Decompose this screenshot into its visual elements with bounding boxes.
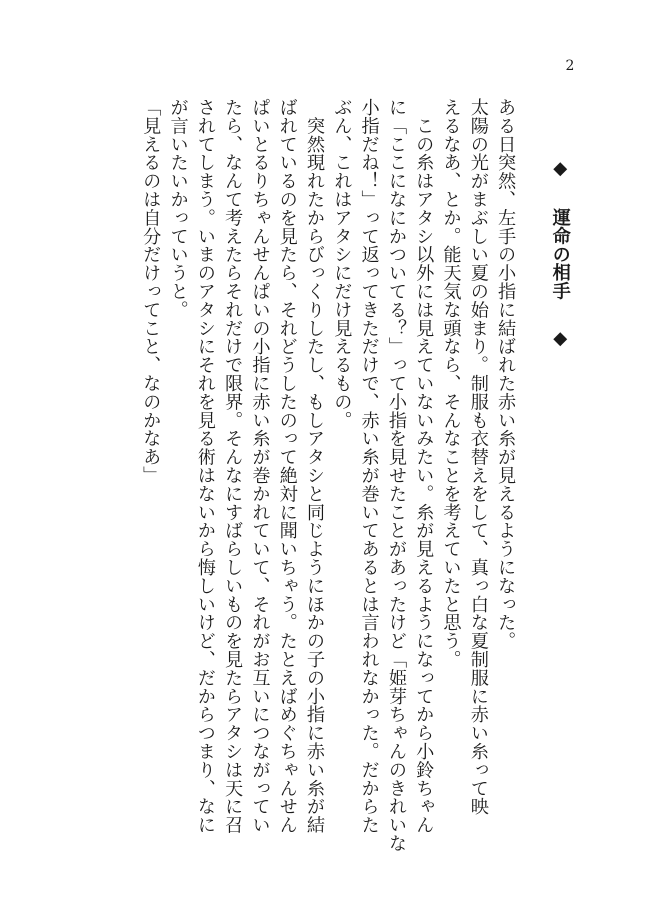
vertical-text-body [137,98,601,878]
text-line: ぱいとるりちゃんせんぱいの小指に赤い糸が巻かれていて、それがお互いにつながってい [249,98,271,834]
text-line: この糸はアタシ以外には見えていないみたい。糸が見えるようになってから小鈴ちゃん [413,98,435,834]
diamond-icon: ◆ [549,158,571,180]
text-line: 小指だね！」って返ってきただけで、赤い糸が巻いてあるとは言われなかった。だからた [358,98,380,834]
text-line: ある日突然、左手の小指に結ばれた赤い糸が見えるようになった。 [495,98,517,650]
text-line: ぶん、これはアタシにだけ見えるもの。 [331,98,353,430]
text-line: たら、なんて考えたらそれだけで限界。そんなにすばらしいものを見たらアタシは天に召 [222,98,244,834]
text-line: 突然現れたからびっくりしたし、もしアタシと同じようにほかの子の小指に赤い糸が結 [304,98,326,834]
chapter-title [546,98,573,878]
chapter-title-text: 運命の相手 [549,207,571,300]
page-number: 2 [565,58,575,74]
text-line: ばれているのを見たら、それどうしたのって絶対に聞いちゃう。たとえばめぐちゃんせん [276,98,298,834]
diamond-icon: ◆ [549,328,571,350]
text-line: 「見えるのは自分だけってこと、なのかなあ」 [140,98,162,485]
blank-column [519,98,546,878]
text-line: が言いたいかっていうと。 [167,98,189,319]
text-line: えるなあ、とか。能天気な頭なら、そんなことを考えていたと思う。 [440,98,462,669]
text-line: されてしまう。いまのアタシにそれを見る術はないから悔しいけど、だからつまり、なに [194,98,216,834]
blank-column [574,98,601,878]
text-line: 太陽の光がまぶしい夏の始まり。制服も衣替えをして、真っ白な夏制服に赤い糸って映 [467,98,489,816]
text-line: に「ここになにかついてる？」って小指を見せたことがあったけど「姫芽ちゃんのきれいな [385,98,407,853]
